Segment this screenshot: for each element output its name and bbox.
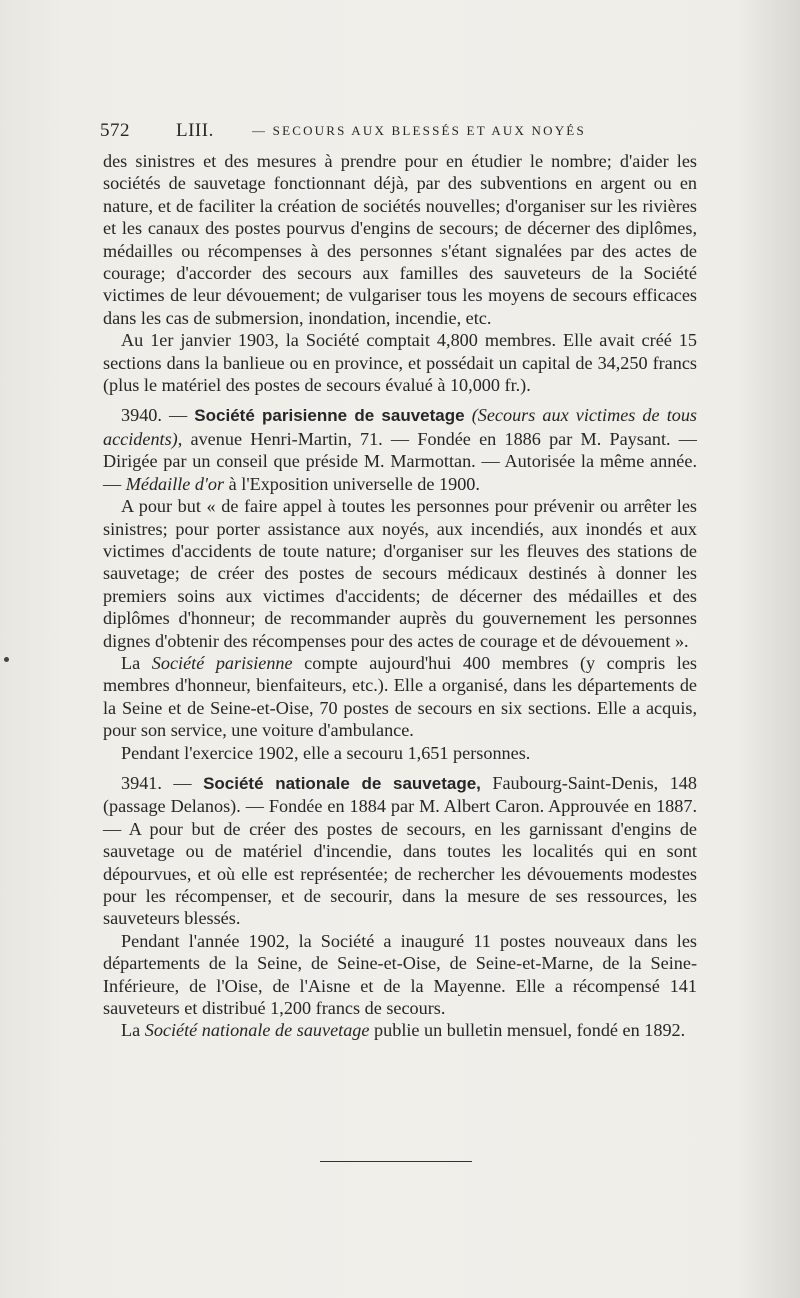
chapter-number: LIII. [176, 120, 214, 141]
end-rule [320, 1161, 472, 1162]
paragraph: Pendant l'année 1902, la Société a inauguré 11 postes nouveaux dans les départements de la Seine, de Seine-et-Oise, de Seine-et-Marne, de la Seine-Inférieure, de l'Oise, de l'Aisne et de la Mayenne. Elle a récompensé 141 sauveteurs et distribué 1,200 francs de secours. [103, 930, 697, 1019]
paragraph: Au 1er janvier 1903, la Société comptait 4,800 membres. Elle avait créé 15 sections dans la banlieue ou en province, et possédait un capital de 34,250 francs (plus le matériel des postes de secours évalué à 10,000 fr.). [103, 330, 697, 396]
entry-number: 3941. — [121, 772, 192, 793]
running-header [100, 120, 700, 144]
margin-mark [4, 657, 9, 662]
text-run: publie un bulletin mensuel, fondé en 1892. [374, 1020, 686, 1041]
entry-number: 3940. — [121, 405, 188, 426]
text-run: La [121, 1020, 141, 1041]
paragraph: Pendant l'exercice 1902, elle a secouru 1,651 personnes. [121, 742, 531, 763]
entry-title: Société parisienne de sauvetage [194, 406, 465, 426]
chapter-title: — SECOURS AUX BLESSÉS ET AUX NOYÉS [252, 123, 586, 138]
entry-3940 [103, 404, 697, 495]
paragraph [103, 1019, 697, 1041]
text-run: La [121, 652, 141, 673]
text-run-italic: Société nationale de sauvetage [144, 1020, 370, 1041]
award-text: Médaille d'or [125, 473, 225, 494]
entry-text: Faubourg-Saint-Denis, 148 (passage Delanos). — Fondée en 1884 par M. Albert Caron. Approuvée en 1887. — A pour but de créer des postes de secours, en les garnissant d'engins de sauvetage ou de matériel d'incendie, dans toutes les localités qui en sont dépourvues, et où elle est représentée; de rechercher les dévouements modestes pour les récompenser, et de secourir, dans la mesure de ses ressources, les sauveteurs blessés. [103, 772, 697, 929]
entry-text: , avenue Henri-Martin, 71. — Fondée en 1886 par M. Paysant. — Dirigée par un conseil que préside M. Marmottan. — Autorisée la même année. — [103, 428, 697, 494]
entry-3941 [103, 772, 697, 930]
paragraph: des sinistres et des mesures à prendre pour en étudier le nombre; d'aider les sociétés de sauvetage fonctionnant déjà, par des subventions en argent ou en nature, et de faciliter la création de sociétés nouvelles; d'organiser sur les rivières et les canaux des postes pourvus d'engins de secours; de décerner des diplômes, médailles ou récompenses à des personnes s'étant signalées par des actes de courage; d'accorder des secours aux familles des sauveteurs de la Société victimes de leur dévouement; de vulgariser tous les moyens de secours efficaces dans les cas de submersion, inondation, incendie, etc. [103, 151, 697, 328]
paragraph [103, 652, 697, 742]
text-run-italic: Société parisienne [151, 652, 293, 673]
entry-subtitle: (Secours aux victimes de tous accidents) [103, 405, 698, 449]
paragraph: A pour but « de faire appel à toutes les personnes pour prévenir ou arrêter les sinistres; pour porter assistance aux noyés, aux incendiés, aux inondés et aux victimes d'accidents de toute nature; d'organiser sur les fleuves des stations de sauvetage; de créer des postes de secours médicaux destinés à donner les premiers soins aux victimes d'accidents; de décerner des médailles et des diplômes d'honneur; de recommander auprès du gouvernement les personnes dignes d'obtenir des récompenses pour des actes de courage et de dévouement ». [103, 496, 697, 651]
text-run: compte aujourd'hui 400 membres (y compris les membres d'honneur, bienfaiteurs, etc.). Elle a organisé, dans les départements de la Seine et de Seine-et-Oise, 70 postes de secours en six sections. Elle a acquis, pour son service, une voiture d'ambulance. [103, 652, 698, 741]
body-text [103, 150, 697, 1042]
page-number: 572 [100, 120, 130, 141]
entry-text: à l'Exposition universelle de 1900. [228, 473, 480, 494]
entry-title: Société nationale de sauvetage, [203, 773, 481, 793]
